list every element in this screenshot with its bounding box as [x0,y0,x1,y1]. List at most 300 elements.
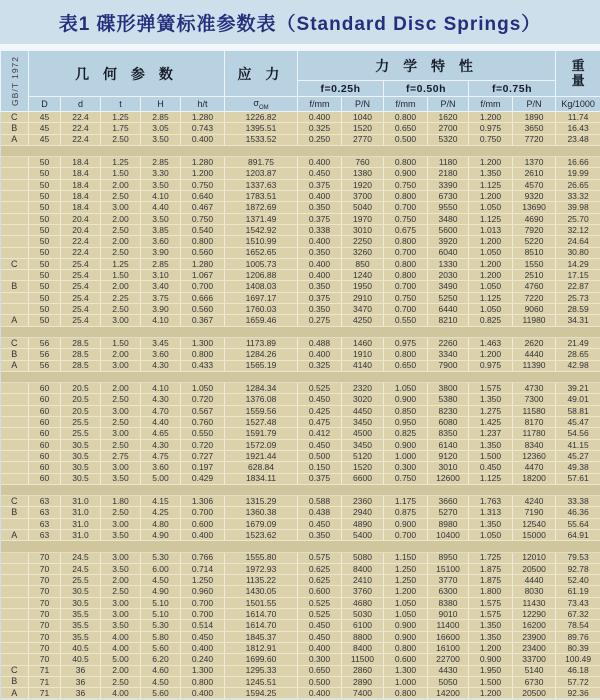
data-cell: 28.5 [61,360,101,371]
data-cell: 2410 [342,575,384,586]
data-cell: 0.743 [181,123,225,134]
data-cell: 0.433 [181,360,225,371]
data-cell: 4760 [513,281,556,292]
table-row [1,507,600,518]
data-cell: 5140 [513,665,556,676]
col-header-p2: P/N [428,97,469,112]
data-cell: 5120 [342,450,384,461]
data-cell: 3.00 [101,609,141,620]
data-cell: 4730 [513,383,556,394]
data-cell: 3470 [342,304,384,315]
spacer-row [1,145,600,156]
data-cell: 1614.70 [225,609,298,620]
col-header-weight-unit: Kg/1000 [556,97,600,112]
data-cell: 33700 [513,654,556,665]
data-cell: 6.00 [141,563,181,574]
data-cell: 35.5 [61,620,101,631]
data-cell: 1.050 [469,202,513,213]
data-cell: 1.25 [101,157,141,168]
data-cell: 70 [29,597,61,608]
data-cell: 1.013 [469,224,513,235]
data-cell: 49.38 [556,462,600,473]
data-cell: 30.5 [61,586,101,597]
data-cell: 1550 [513,258,556,269]
data-cell: 11580 [513,405,556,416]
data-cell: 1408.03 [225,281,298,292]
data-cell: 78.54 [556,620,600,631]
data-cell: 1559.56 [225,405,298,416]
table-row [1,563,600,574]
data-cell: 0.800 [181,349,225,360]
data-cell: 1.50 [101,168,141,179]
data-cell: 1697.17 [225,292,298,303]
series-cell [1,597,29,608]
series-cell: C [1,112,29,123]
data-cell: 1315.29 [225,496,298,507]
data-cell: 3.00 [101,462,141,473]
data-cell: 17.15 [556,270,600,281]
data-cell: 16.66 [556,157,600,168]
series-cell [1,304,29,315]
data-cell: 15000 [513,529,556,540]
data-cell: 50 [29,168,61,179]
data-cell: 40.5 [61,642,101,653]
data-cell: 3.50 [141,179,181,190]
data-cell: 25.4 [61,258,101,269]
data-cell: 67.32 [556,609,600,620]
data-cell: 4.50 [141,575,181,586]
data-cell: 1565.19 [225,360,298,371]
series-cell [1,642,29,653]
data-cell: 16100 [428,642,469,653]
data-cell: 1520 [342,123,384,134]
data-cell: 1.306 [181,496,225,507]
data-cell: 45 [29,112,61,123]
data-cell: 60 [29,405,61,416]
data-cell: 39.98 [556,202,600,213]
data-cell: 4.50 [141,676,181,687]
data-cell: 5030 [342,609,384,620]
data-cell: 4680 [342,597,384,608]
data-cell: 25.4 [61,281,101,292]
header-row-columns [1,97,600,112]
data-cell: 9550 [428,202,469,213]
data-cell: 4.25 [141,507,181,518]
data-cell: 0.525 [298,597,342,608]
col-header-D: D [29,97,61,112]
data-cell: 39.21 [556,383,600,394]
data-cell: 0.800 [384,112,428,123]
data-cell: 71 [29,688,61,699]
header-row-groups [1,51,600,81]
data-cell: 1.800 [469,586,513,597]
data-cell: 1.050 [469,247,513,258]
data-cell: 0.450 [181,631,225,642]
data-cell: 1.463 [469,337,513,348]
table-row [1,462,600,473]
table-row [1,258,600,269]
data-cell: 1240 [342,270,384,281]
data-cell: 0.750 [384,292,428,303]
data-cell: 3760 [342,586,384,597]
data-cell: 28.5 [61,349,101,360]
data-cell: 1370 [513,157,556,168]
series-cell [1,202,29,213]
data-cell: 0.640 [181,191,225,202]
data-cell: 0.540 [181,224,225,235]
data-cell: 22.4 [61,247,101,258]
series-cell: C [1,337,29,348]
data-cell: 2.00 [101,179,141,190]
data-cell: 1614.70 [225,620,298,631]
data-cell: 1542.92 [225,224,298,235]
spacer-row [1,484,600,495]
data-cell: 5.10 [141,597,181,608]
data-cell: 1295.33 [225,665,298,676]
data-cell: 25.4 [61,292,101,303]
f-025h-header: f=0.25h [298,81,384,97]
data-cell: 3480 [428,213,469,224]
data-cell: 70 [29,620,61,631]
data-cell: 2510 [513,270,556,281]
data-cell: 100.49 [556,654,600,665]
data-cell: 0.700 [181,597,225,608]
series-cell: A [1,529,29,540]
data-cell: 4.65 [141,428,181,439]
data-cell: 4450 [342,405,384,416]
data-cell: 5.10 [141,609,181,620]
data-cell: 0.197 [181,462,225,473]
table-row [1,405,600,416]
data-cell: 45.27 [556,450,600,461]
series-cell [1,157,29,168]
data-cell: 3.50 [141,213,181,224]
data-cell: 2.50 [101,224,141,235]
table-row [1,575,600,586]
data-cell: 2770 [342,134,384,145]
data-cell: 16.43 [556,123,600,134]
data-cell: 3.05 [141,123,181,134]
series-cell [1,439,29,450]
data-cell: 0.600 [384,654,428,665]
data-cell: 0.275 [298,315,342,326]
data-cell: 1430.05 [225,586,298,597]
data-cell: 8030 [513,586,556,597]
data-cell: 22.4 [61,112,101,123]
data-cell: 9010 [428,609,469,620]
table-row [1,315,600,326]
series-cell [1,620,29,631]
data-cell: 0.800 [384,270,428,281]
data-cell: 2.50 [101,134,141,145]
data-cell: 1.067 [181,270,225,281]
mechanical-group-header: 力 学 特 性 [298,51,556,81]
data-cell: 1872.69 [225,202,298,213]
data-cell: 0.450 [469,462,513,473]
data-cell: 1.200 [469,270,513,281]
data-cell: 0.650 [384,123,428,134]
data-cell: 0.750 [181,213,225,224]
data-cell: 2.50 [101,507,141,518]
data-cell: 20.5 [61,405,101,416]
data-cell: 0.625 [298,563,342,574]
data-cell: 3.90 [141,247,181,258]
data-cell: 1910 [342,349,384,360]
data-cell: 70 [29,586,61,597]
data-cell: 4.10 [141,383,181,394]
data-cell: 3800 [428,383,469,394]
data-cell: 1.950 [469,665,513,676]
data-cell: 7190 [513,507,556,518]
data-cell: 4440 [513,575,556,586]
data-cell: 1.725 [469,552,513,563]
table-row [1,281,600,292]
data-cell: 4.60 [141,665,181,676]
data-cell: 22.4 [61,123,101,134]
data-cell: 1.75 [101,123,141,134]
data-cell: 7220 [513,292,556,303]
data-cell: 1206.88 [225,270,298,281]
data-cell: 41.15 [556,439,600,450]
series-cell [1,462,29,473]
page-title-bar [0,0,600,44]
data-cell: 1.875 [469,563,513,574]
data-cell: 0.960 [181,586,225,597]
series-cell [1,450,29,461]
data-cell: 73.43 [556,597,600,608]
data-cell: 4.90 [141,586,181,597]
data-cell: 4570 [513,179,556,190]
data-cell: 0.800 [181,676,225,687]
data-cell: 0.700 [384,304,428,315]
data-cell: 6100 [342,620,384,631]
data-cell: 3.50 [141,134,181,145]
data-cell: 32.12 [556,224,600,235]
data-cell: 9320 [513,191,556,202]
col-header-f2: f/mm [384,97,428,112]
data-cell: 5.60 [141,642,181,653]
data-cell: 0.560 [181,304,225,315]
data-cell: 0.800 [384,258,428,269]
data-cell: 50 [29,179,61,190]
series-cell [1,417,29,428]
data-cell: 3.40 [141,281,181,292]
data-cell: 5400 [342,529,384,540]
data-cell: 0.675 [384,224,428,235]
table-row [1,383,600,394]
spacer-row [1,371,600,382]
data-cell: 1.000 [384,676,428,687]
data-cell: 1.280 [181,157,225,168]
data-cell: 1.300 [384,665,428,676]
data-cell: 0.412 [298,428,342,439]
table-row [1,247,600,258]
data-cell: 1.125 [469,179,513,190]
data-cell: 45 [29,123,61,134]
data-cell: 22.87 [556,281,600,292]
table-row [1,292,600,303]
data-cell: 42.98 [556,360,600,371]
data-cell: 18.4 [61,157,101,168]
data-cell: 2.50 [101,247,141,258]
data-cell: 1.275 [469,405,513,416]
data-cell: 1.175 [384,496,428,507]
data-cell: 18.4 [61,202,101,213]
data-cell: 50 [29,213,61,224]
data-cell: 0.500 [384,134,428,145]
data-cell: 0.625 [298,575,342,586]
data-cell: 1510.99 [225,236,298,247]
data-cell: 8950 [428,552,469,563]
data-cell: 1284.26 [225,349,298,360]
table-row [1,688,600,699]
spacer-row [1,541,600,552]
data-cell: 3700 [342,191,384,202]
series-cell [1,292,29,303]
series-cell [1,654,29,665]
data-cell: 23900 [513,631,556,642]
geometry-group-header: 几 何 参 数 [29,51,225,97]
data-cell: 25.5 [61,417,101,428]
data-cell: 1.200 [469,191,513,202]
data-cell: 30.5 [61,450,101,461]
data-cell: 13690 [513,202,556,213]
data-cell: 0.720 [181,439,225,450]
data-cell: 8230 [428,405,469,416]
col-header-p3: P/N [513,97,556,112]
data-cell: 1.050 [384,609,428,620]
data-cell: 1.313 [469,507,513,518]
data-cell: 6.20 [141,654,181,665]
data-cell: 1.80 [101,496,141,507]
data-cell: 4250 [342,315,384,326]
data-cell: 3.60 [141,462,181,473]
data-cell: 4.70 [141,405,181,416]
data-cell: 2610 [513,168,556,179]
data-cell: 3340 [428,349,469,360]
data-cell: 4.15 [141,496,181,507]
data-cell: 1.350 [469,620,513,631]
data-cell: 18200 [513,473,556,484]
data-cell: 3260 [342,247,384,258]
data-cell: 4.40 [141,417,181,428]
data-cell: 3.30 [141,168,181,179]
data-cell: 20500 [513,563,556,574]
table-row [1,586,600,597]
data-cell: 2360 [342,496,384,507]
data-cell: 0.450 [298,394,342,405]
table-row [1,676,600,687]
data-cell: 1.125 [469,292,513,303]
data-cell: 0.700 [181,609,225,620]
data-cell: 760 [342,157,384,168]
data-cell: 33.38 [556,496,600,507]
data-cell: 2.50 [101,417,141,428]
data-cell: 23.48 [556,134,600,145]
data-cell: 0.700 [384,247,428,258]
data-cell: 25.4 [61,315,101,326]
data-cell: 5080 [342,552,384,563]
data-cell: 2.50 [101,394,141,405]
data-cell: 3.00 [101,360,141,371]
data-cell: 63 [29,507,61,518]
data-cell: 2860 [342,665,384,676]
data-cell: 2.00 [101,213,141,224]
data-cell: 25.4 [61,304,101,315]
data-cell: 0.550 [384,315,428,326]
data-cell: 92.36 [556,688,600,699]
data-cell: 11430 [513,597,556,608]
data-cell: 2030 [428,270,469,281]
data-cell: 1501.55 [225,597,298,608]
data-cell: 25.5 [61,428,101,439]
data-cell: 0.375 [298,179,342,190]
data-cell: 3.00 [101,597,141,608]
data-cell: 8170 [513,417,556,428]
data-cell: 1679.09 [225,518,298,529]
data-cell: 4.30 [141,360,181,371]
data-cell: 3.00 [101,552,141,563]
data-cell: 35.5 [61,631,101,642]
data-cell: 1555.80 [225,552,298,563]
data-cell: 1.050 [469,281,513,292]
data-cell: 1.200 [469,157,513,168]
data-cell: 0.400 [298,112,342,123]
data-cell: 0.450 [298,620,342,631]
data-cell: 61.19 [556,586,600,597]
data-cell: 0.450 [298,631,342,642]
data-cell: 14200 [428,688,469,699]
table-row [1,450,600,461]
data-cell: 2.25 [101,292,141,303]
series-cell [1,270,29,281]
table-row [1,191,600,202]
data-cell: 28.65 [556,349,600,360]
data-cell: 0.700 [384,281,428,292]
table-row [1,473,600,484]
data-cell: 70 [29,642,61,653]
series-cell [1,609,29,620]
table-row [1,642,600,653]
data-cell: 3450 [342,439,384,450]
data-cell: 2260 [428,337,469,348]
data-cell: 2.50 [101,586,141,597]
data-cell: 33.32 [556,191,600,202]
data-cell: 11400 [428,620,469,631]
data-cell: 0.975 [384,337,428,348]
series-cell [1,191,29,202]
data-cell: 1.350 [469,394,513,405]
series-cell [1,247,29,258]
col-header-f3: f/mm [469,97,513,112]
data-cell: 64.91 [556,529,600,540]
data-cell: 3010 [428,462,469,473]
data-cell: 2890 [342,676,384,687]
data-cell: 8400 [342,642,384,653]
data-cell: 31.0 [61,529,101,540]
data-cell: 3770 [428,575,469,586]
series-cell [1,631,29,642]
data-cell: 1620 [428,112,469,123]
data-cell: 0.300 [298,654,342,665]
data-cell: 0.525 [298,609,342,620]
data-cell: 60 [29,428,61,439]
data-cell: 7900 [428,360,469,371]
data-cell: 0.900 [469,654,513,665]
data-cell: 5.00 [141,473,181,484]
data-cell: 1834.11 [225,473,298,484]
data-cell: 70 [29,609,61,620]
